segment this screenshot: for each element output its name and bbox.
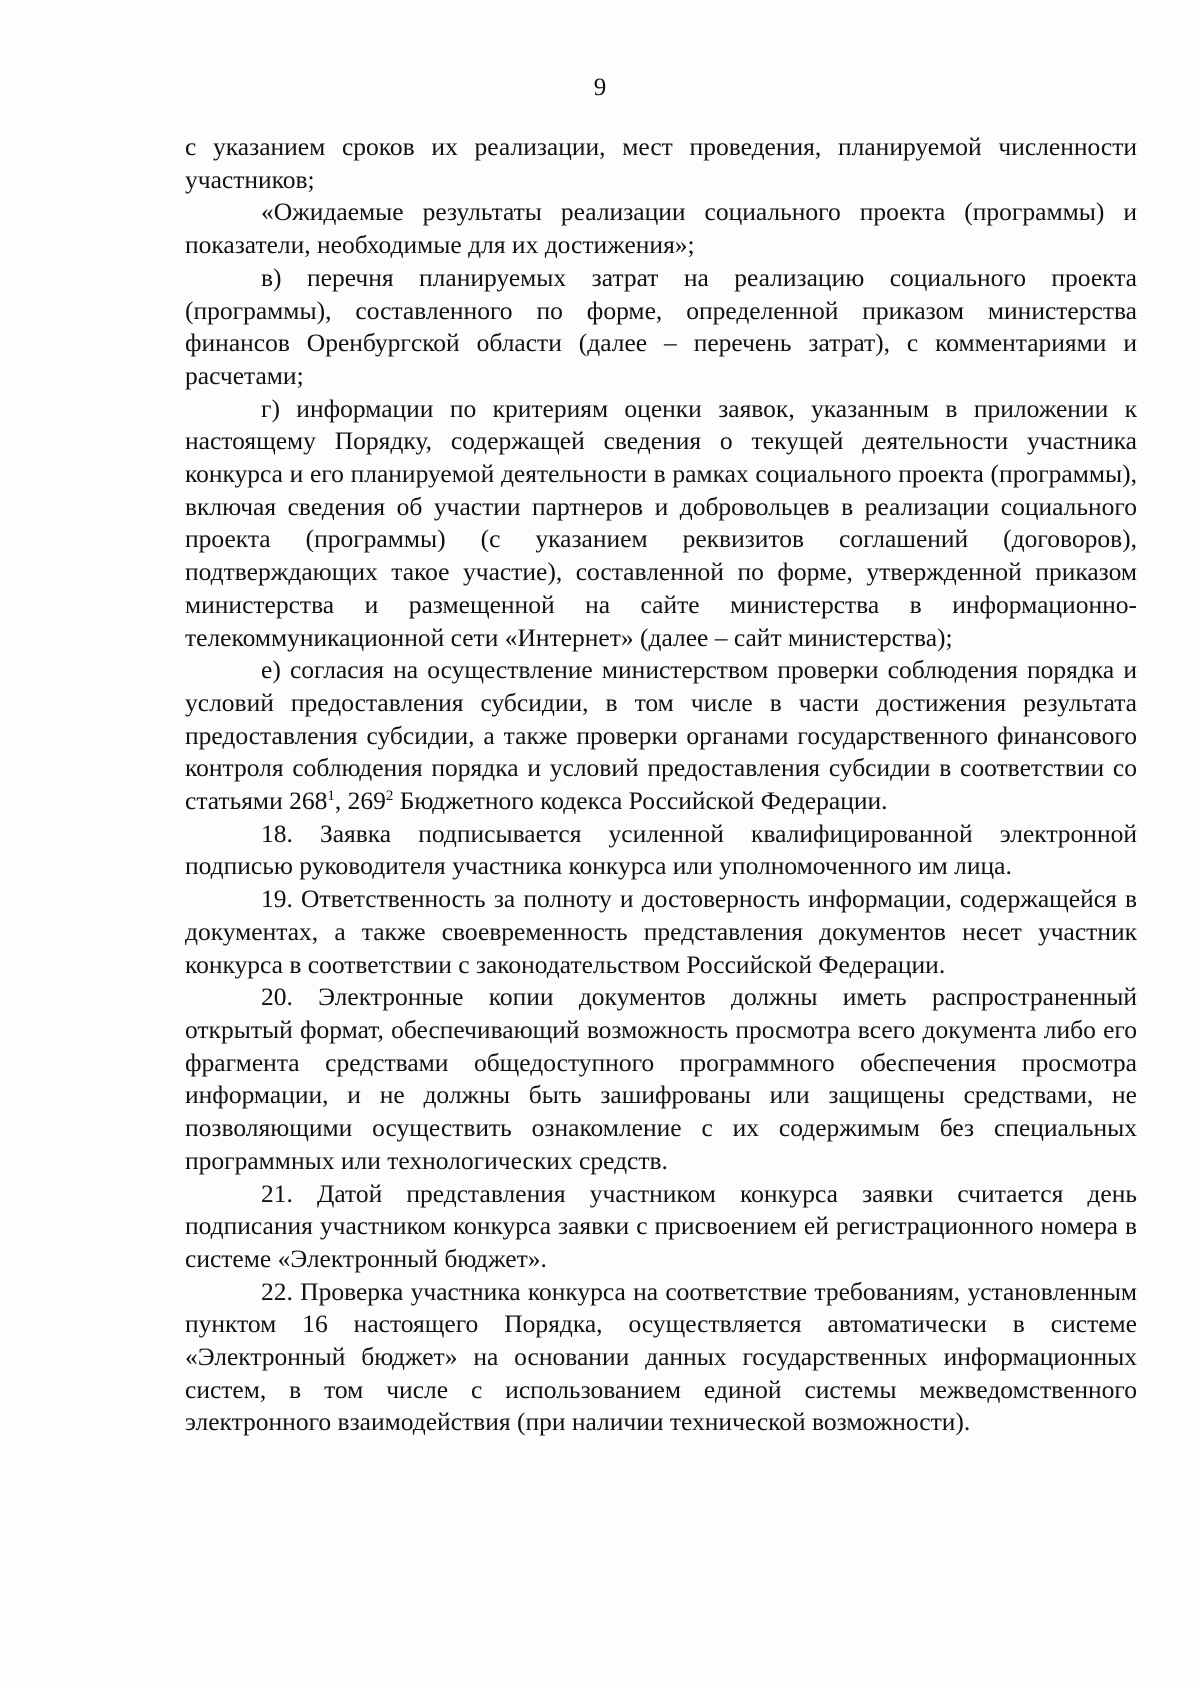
paragraph-19: 19. Ответственность за полноту и достоверность информации, содержащейся в документах, а также своевременность представления документов несет участник конкурса в соответствии с законодательством Российской Федерации.	[185, 884, 1137, 979]
paragraph-item-g: г) информации по критериям оценки заявок, указанным в приложении к настоящему Порядку, содержащей сведения о текущей деятельности участника конкурса и его планируемой деятельности в рамках социального проекта (программы), включая сведения об участии партнеров и добровольцев в реализации социального проекта (программы) (с указанием реквизитов соглашений (договоров), подтверждающих такое участие), составленной по форме, утвержденной приказом министерства и размещенной на сайте министерства в информационно-телекоммуникационной сети «Интернет» (далее – сайт министерства);	[185, 393, 1137, 652]
paragraph-item-v: в) перечня планируемых затрат на реализацию социального проекта (программы), составленного по форме, определенной приказом министерства финансов Оренбургской области (далее – перечень затрат), с комментариями и расчетами;	[185, 262, 1137, 390]
paragraph-item-e-text-mid: , 269	[334, 786, 386, 816]
paragraph-expected-results: «Ожидаемые результаты реализации социального проекта (программы) и показатели, необходимые для их достижения»;	[185, 197, 1137, 260]
paragraph-22: 22. Проверка участника конкурса на соответствие требованиям, установленным пунктом 16 настоящего Порядка, осуществляется автоматически в системе «Электронный бюджет» на основании данных государственных информационных систем, в том числе с использованием единой системы межведомственного электронного взаимодействия (при наличии технической возможности).	[185, 1276, 1137, 1437]
paragraph-21: 21. Датой представления участником конкурса заявки считается день подписания участником конкурса заявки с присвоением ей регистрационного номера в системе «Электронный бюджет».	[185, 1178, 1137, 1273]
paragraph-20: 20. Электронные копии документов должны иметь распространенный открытый формат, обеспечивающий возможность просмотра всего документа либо его фрагмента средствами общедоступного программного обеспечения просмотра информации, и не должны быть зашифрованы или защищены средствами, не позволяющими осуществить ознакомление с их содержимым без специальных программных или технологических средств.	[185, 982, 1137, 1175]
superscript-1: 1	[327, 788, 335, 805]
paragraph-item-e	[185, 654, 1137, 818]
paragraph-continuation: с указанием сроков их реализации, мест проведения, планируемой численности участников;	[185, 132, 1137, 194]
superscript-2: 2	[385, 788, 394, 805]
document-body	[185, 131, 1137, 1439]
paragraph-item-e-text-before: е) согласия на осуществление министерством проверки соблюдения порядка и условий предоставления субсидии, в том числе в части достижения результата предоставления субсидии, а также проверки органами государственного финансового контроля соблюдения порядка и условий предоставления субсидии в соответствии со статьями 268	[185, 655, 1137, 816]
paragraph-18: 18. Заявка подписывается усиленной квалифицированной электронной подписью руководителя участника конкурса или уполномоченного им лица.	[185, 818, 1137, 881]
paragraph-item-e-text-after: Бюджетного кодекса Российской Федерации.	[393, 786, 888, 816]
page-number: 9	[593, 74, 607, 101]
